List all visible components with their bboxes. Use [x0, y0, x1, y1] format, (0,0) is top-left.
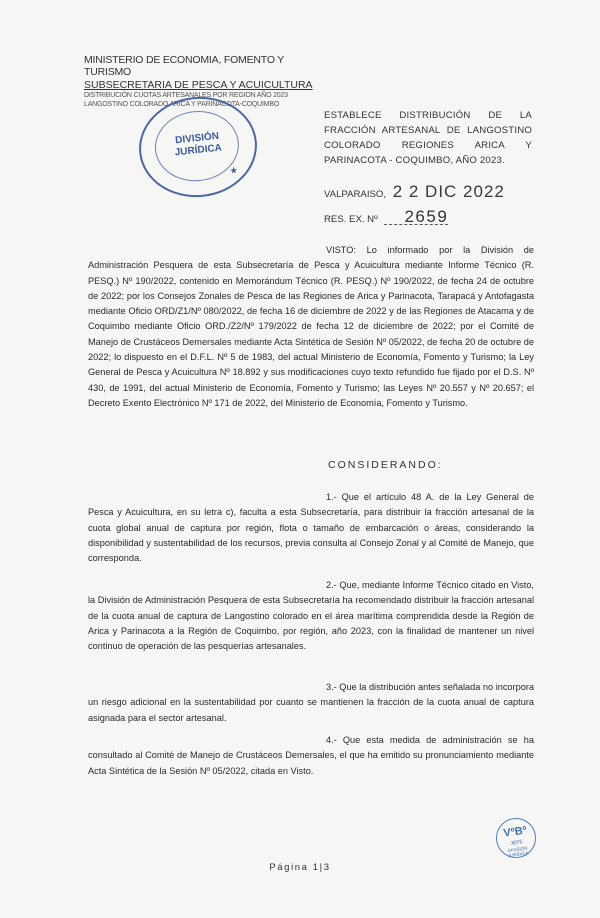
resolution-number-line — [324, 207, 449, 226]
considerando-2: 2.- Que, mediante Informe Técnico citado en Visto, la División de Administración Pesquera de esta Subsecretaría ha recomendado distribuir la fracción artesanal de la cuota anual de captura de Langostino colorado en el área marítima comprendida desde la Región de Arica y Parinacota a la Región de Coquimbo, por región, año 2023, con la finalidad de mantener un nivel continuo de operación de las pesquerías artesanales. — [88, 580, 534, 652]
date-stamp: 2 2 DIC 2022 — [392, 182, 505, 201]
page-number: Página 1|3 — [269, 862, 331, 873]
place-label: VALPARAISO, — [324, 189, 387, 200]
header-reference-line-2: LANGOSTINO COLORADO ARICA Y PARINACOTA-COQUIMBO — [84, 101, 280, 108]
vobo-stamp — [493, 815, 538, 860]
vobo-stamp-sub2: DIVISIÓN JURÍDICA — [507, 845, 529, 859]
resolution-label: RES. EX. Nº — [324, 214, 378, 225]
stamp-text-line-2: JURÍDICA — [174, 142, 223, 159]
ministry-name: MINISTERIO DE ECONOMIA, FOMENTO Y TURISMO — [84, 54, 284, 78]
resolution-number: 2659 — [384, 210, 448, 225]
date-line — [324, 182, 505, 202]
vobo-stamp-main: VºBº — [502, 824, 528, 840]
resolution-title: ESTABLECE DISTRIBUCIÓN DE LA FRACCIÓN ARTESANAL DE LANGOSTINO COLORADO REGIONES ARICA Y PARINACOTA - COQUIMBO, AÑO 2023. — [324, 110, 532, 166]
considerando-1: 1.- Que el artículo 48 A. de la Ley General de Pesca y Acuicultura, en su letra c), faculta a esta Subsecretaría, para distribuir la fracción artesanal de la cuota global anual de captura por región, flota o tamaño de embarcación o áreas, considerando la disponibilidad y sustentabilidad de los recursos, previa consulta al Consejo Zonal y al Comité de Manejo, que corresponda. — [88, 492, 534, 564]
considerando-4: 4.- Que esta medida de administración se ha consultado al Comité de Manejo de Crustáceos Demersales, el que ha emitido su pronunciamiento mediante Acta Sintética de la Sesión Nº 05/2022, citada en Visto. — [88, 735, 534, 776]
visto-paragraph: VISTO: Lo informado por la División de Administración Pesquera de esta Subsecretaría de Pesca y Acuicultura mediante Informe Técnico (R. PESQ.) Nº 190/2022, contenido en Memorándum Técnico (R. PESQ.) Nº 190/2022, de fecha 24 de octubre de 2022; por los Consejos Zonales de Pesca de las Regiones de Arica y Parinacota, Tarapacá y Antofagasta mediante Oficio ORD/Z1/Nº 080/2022, de fecha 16 de diciembre de 2022 y de las Regiones de Atacama y de Coquimbo mediante Oficio ORD./Z2/Nº 179/2022 de fecha 12 de diciembre de 2022; por el Comité de Manejo de Crustáceos Demersales mediante Acta Sintética de Sesión Nº 05/2022, de fecha 20 de octubre de 2022; lo dispuesto en el D.F.L. Nº 5 de 1983, del actual Ministerio de Economía, Fomento y Turismo; la Ley General de Pesca y Acuicultura Nº 18.892 y sus modificaciones cuyo texto refundido fue fijado por el D.S. Nº 430, de 1991, del actual Ministerio de Economía, Fomento y Turismo; las Leyes Nº 20.557 y Nº 20.657; el Decreto Exento Electrónico Nº 171 de 2022, del Ministerio de Economía, Fomento y Turismo. — [88, 245, 534, 408]
stamp-text-line-1: DIVISIÓN — [174, 130, 220, 147]
considerando-3: 3.- Que la distribución antes señalada no incorpora un riesgo adicional en la sustentabilidad por cuanto se mantienen la fracción de la cuota anual de captura asignada para el sector artesanal. — [88, 682, 534, 723]
vobo-stamp-sub: JEFE — [510, 839, 524, 847]
stamp-star-icon: ★ — [229, 165, 239, 176]
considerando-heading: CONSIDERANDO: — [328, 459, 443, 471]
header-reference-line-1: DISTRIBUCIÓN CUOTAS ARTESANALES POR REGION AÑO 2023 — [84, 92, 288, 99]
subsecretaria-name: SUBSECRETARIA DE PESCA Y ACUICULTURA — [84, 79, 313, 91]
